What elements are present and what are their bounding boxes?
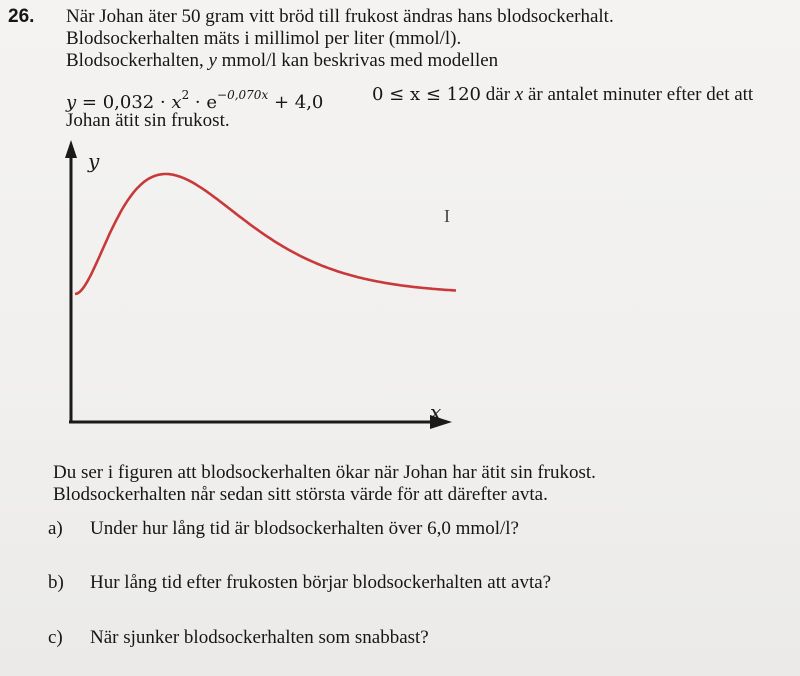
- intro-line-3-variable: y: [208, 50, 217, 71]
- intro-line-1: När Johan äter 50 gram vitt bröd till frukost ändras hans blodsockerhalt.: [66, 6, 614, 27]
- question-c-text: När sjunker blodsockerhalten som snabbast?: [90, 627, 429, 648]
- question-a: [48, 518, 519, 540]
- question-b: [48, 572, 551, 594]
- question-b-text: Hur lång tid efter frukosten börjar blodsockerhalten att avta?: [90, 572, 552, 593]
- formula-lhs: y: [66, 92, 77, 113]
- question-c-label: c): [48, 627, 63, 648]
- intro-line-2: Blodsockerhalten mäts i millimol per liter (mmol/l).: [66, 28, 462, 49]
- x-axis-label: x: [430, 400, 442, 424]
- formula-x: x: [171, 92, 182, 113]
- domain-suffix-start: där: [481, 84, 515, 105]
- domain-inequality: 0 ≤ x ≤ 120: [372, 84, 482, 105]
- formula-exponent: −0,070x: [217, 88, 269, 102]
- y-axis-arrowhead: [65, 140, 77, 158]
- body-text-line-1: Du ser i figuren att blodsockerhalten ökar när Johan har ätit sin frukost.: [53, 462, 596, 483]
- problem-number: 26.: [8, 6, 35, 27]
- body-text-line-2: Blodsockerhalten når sedan sitt största värde för att därefter avta.: [53, 484, 548, 505]
- question-a-label: a): [48, 518, 63, 539]
- formula-e: · e: [189, 92, 218, 113]
- domain-suffix-end: är antalet minuter efter det att: [523, 84, 754, 105]
- intro-line-3: [66, 50, 498, 72]
- y-axis-label: y: [88, 149, 100, 173]
- intro-line-3-end: mmol/l kan beskrivas med modellen: [216, 50, 499, 71]
- intro-line-3-start: Blodsockerhalten,: [66, 50, 209, 71]
- domain-suffix-variable: x: [514, 84, 524, 105]
- question-a-text: Under hur lång tid är blodsockerhalten över 6,0 mmol/l?: [90, 518, 519, 539]
- intro-line-5: Johan ätit sin frukost.: [66, 110, 230, 131]
- question-b-label: b): [48, 572, 64, 593]
- question-c: [48, 627, 429, 649]
- formula-coefficient: = 0,032 ·: [76, 92, 172, 113]
- formula-constant: + 4,0: [268, 92, 324, 113]
- blood-sugar-graph: [60, 138, 460, 438]
- domain-line: [372, 84, 753, 106]
- text-cursor-icon: I: [444, 206, 450, 226]
- model-curve: [75, 174, 456, 294]
- formula-square: 2: [181, 88, 190, 102]
